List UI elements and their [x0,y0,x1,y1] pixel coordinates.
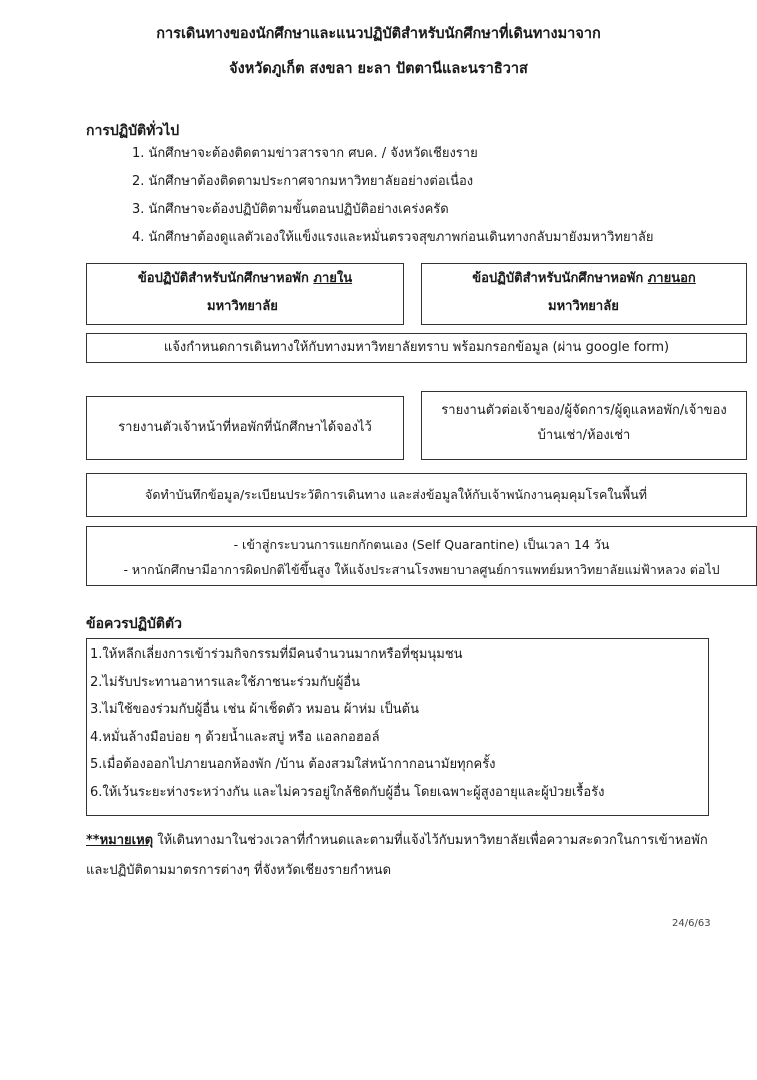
record-box: จัดทำบันทึกข้อมูล/ระเบียนประวัติการเดินทาง และส่งข้อมูลให้กับเจ้าพนักงานคุมคุมโรคในพื้นที่ [86,473,747,517]
inside-dorm-line1 [87,269,403,289]
tip-item: 1.ให้หลีกเลี่ยงการเข้าร่วมกิจกรรมที่มีคนจำนวนมากหรือที่ชุมนุมชน [90,647,463,662]
tip-item: 5.เมื่อต้องออกไปภายนอกห้องพัก /บ้าน ต้องสวมใส่หน้ากากอนามัยทุกครั้ง [90,757,496,772]
notify-box: แจ้งกำหนดการเดินทางให้กับทางมหาวิทยาลัยทราบ พร้อมกรอกข้อมูล (ผ่าน google form) [86,333,747,363]
outside-dorm-line1 [422,269,746,289]
general-heading: การปฏิบัติทั่วไป [86,123,180,139]
inside-dorm-box [86,263,404,325]
general-item: 4. นักศึกษาต้องดูแลตัวเองให้แข็งแรงและหมั่นตรวจสุขภาพก่อนเดินทางกลับมายังมหาวิทยาลัย [132,230,654,245]
outside-dorm-prefix: ข้อปฏิบัติสำหรับนักศึกษาหอพัก [472,271,648,286]
quarantine-line2: - หากนักศึกษามีอาการผิดปกติไข้ขึ้นสูง ให้แจ้งประสานโรงพยาบาลศูนย์การแพทย์มหาวิทยาลัยแม่ฟ้าหลวง ต่อไป [123,562,720,577]
report-outside-line2: บ้านเช่า/ห้องเช่า [537,428,631,443]
note-line1 [86,830,726,860]
document-title-line1: การเดินทางของนักศึกษาและแนวปฏิบัติสำหรับนักศึกษาที่เดินทางมาจาก [156,26,601,42]
tips-heading: ข้อควรปฏิบัติตัว [86,616,182,632]
outside-dorm-emph: ภายนอก [647,271,696,286]
quarantine-box [86,526,757,586]
general-list [132,146,654,258]
report-outside-box [421,391,747,460]
document-title-line2: จังหวัดภูเก็ต สงขลา ยะลา ปัตตานีและนราธิวาส [229,61,528,77]
inside-dorm-line2: มหาวิทยาลัย [207,299,278,314]
tip-item: 6.ให้เว้นระยะห่างระหว่างกัน และไม่ควรอยู่ใกล้ชิดกับผู้อื่น โดยเฉพาะผู้สูงอายุและผู้ป่วยเรื้อรัง [90,784,605,800]
report-inside-box: รายงานตัวเจ้าหน้าที่หอพักที่นักศึกษาได้จองไว้ [86,396,404,460]
note-line2: และปฏิบัติตามมาตรการต่างๆ ที่จังหวัดเชียงรายกำหนด [86,863,392,878]
tip-item: 4.หมั่นล้างมือบ่อย ๆ ด้วยน้ำและสบู่ หรือ แอลกอฮอล์ [90,729,380,745]
inside-dorm-emph: ภายใน [313,271,353,286]
tip-item: 2.ไม่รับประทานอาหารและใช้ภาชนะร่วมกับผู้อื่น [90,674,361,690]
outside-dorm-box [421,263,747,325]
outside-dorm-line2: มหาวิทยาลัย [548,299,619,314]
note-text1: ให้เดินทางมาในช่วงเวลาที่กำหนดและตามที่แจ้งไว้กับมหาวิทยาลัยเพื่อความสะดวกในการเข้าหอพัก [153,833,708,848]
tip-item: 3.ไม่ใช้ของร่วมกับผู้อื่น เช่น ผ้าเช็ดตัว หมอน ผ้าห่ม เป็นต้น [90,702,419,717]
note-label: **หมายเหตุ [86,833,154,848]
document-date: 24/6/63 [672,918,711,929]
tips-box [86,638,709,816]
note-section [86,830,726,890]
report-outside-line1: รายงานตัวต่อเจ้าของ/ผู้จัดการ/ผู้ดูแลหอพัก/เจ้าของ [441,403,727,418]
general-item: 2. นักศึกษาต้องติดตามประกาศจากมหาวิทยาลัยอย่างต่อเนื่อง [132,174,474,189]
quarantine-line1: - เข้าสู่กระบวนการแยกกักตนเอง (Self Quarantine) เป็นเวลา 14 วัน [233,537,610,552]
inside-dorm-prefix: ข้อปฏิบัติสำหรับนักศึกษาหอพัก [137,271,314,286]
general-item: 3. นักศึกษาจะต้องปฏิบัติตามขั้นตอนปฏิบัติอย่างเคร่งครัด [132,202,449,217]
general-item: 1. นักศึกษาจะต้องติดตามข่าวสารจาก ศบค. / จังหวัดเชียงราย [132,146,478,161]
